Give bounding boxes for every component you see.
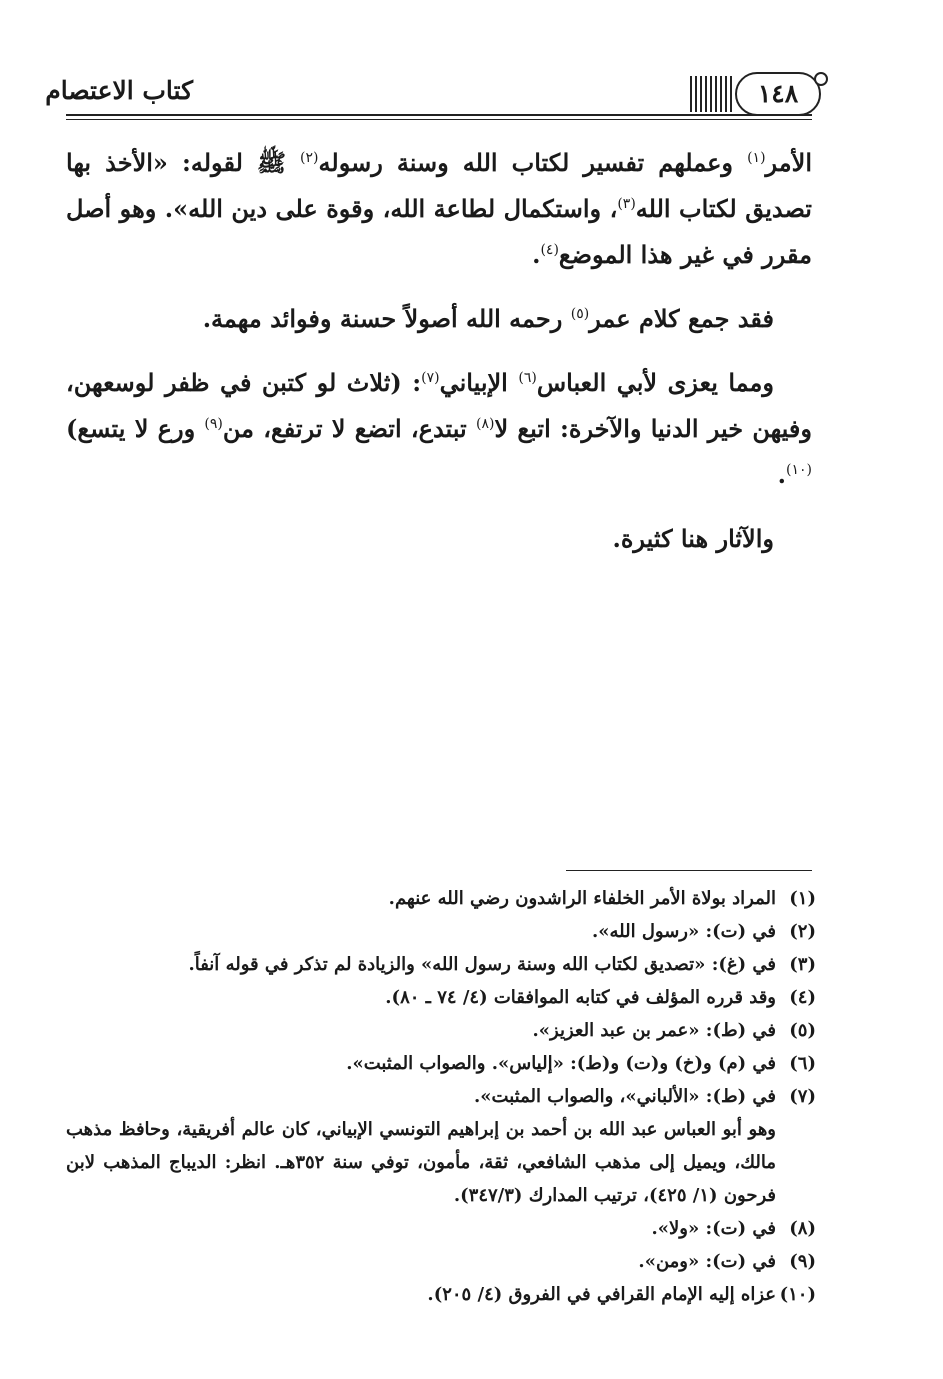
header-rule-thin [66, 119, 812, 120]
footnote-ref-3[interactable]: (٣) [617, 196, 636, 212]
footnote-9 [66, 1245, 816, 1278]
footnote-ref-6[interactable]: (٦) [518, 370, 537, 386]
running-head-title: كتاب الاعتصام [45, 76, 193, 105]
footnote-number: (٦) [789, 1053, 816, 1074]
footnote-text: في (ط): «عمر بن عبد العزيز». [532, 1020, 776, 1041]
footnote-text: في (غ): «تصديق لكتاب الله وسنة رسول الله» والزيادة لم تذكر في قوله آنفاً. [188, 954, 776, 975]
footnote-text: في (ت): «ومن». [638, 1251, 776, 1272]
footnote-number: (٨) [789, 1218, 816, 1239]
footnote-4 [66, 981, 816, 1014]
text-span: ورع لا يتسع) [66, 414, 205, 443]
text-span: تبتدع، اتضع لا ترتفع، من [222, 414, 476, 443]
footnote-ref-2[interactable]: (٢) [300, 150, 319, 166]
footnote-number: (١) [789, 888, 816, 909]
footnote-ref-5[interactable]: (٥) [570, 306, 590, 322]
footnote-text: في (ت): «ولا». [651, 1218, 776, 1239]
footnote-ref-7[interactable]: (٧) [421, 370, 440, 386]
text-span: رحمه الله أصولاً حسنة وفوائد مهمة. [202, 304, 571, 333]
header-rule [66, 114, 812, 116]
footnote-7-continuation: وهو أبو العباس عبد الله بن أحمد بن إبراهيم التونسي الإبياني، كان عالم أفريقية، وحافظ مذهب مالك، ويميل إلى مذهب الشافعي، ثقة، مأمون، توفي سنة ٣٥٢هـ. انظر: الديباج المذهب لابن فرحون (١/ ٤٢٥)، ترتيب المدارك (٣٤٧/٣). [66, 1119, 776, 1206]
footnote-number: (٣) [789, 954, 816, 975]
page-number: ١٤٨ [735, 72, 821, 116]
footnote-text: المراد بولاة الأمر الخلفاء الراشدون رضي الله عنهم. [388, 888, 776, 909]
footnote-ref-8[interactable]: (٨) [475, 416, 495, 432]
footnotes [66, 882, 816, 1311]
page-number-ornament-dot [814, 72, 828, 86]
text-span: : (ثلاث لو كتبن في ظفر لوسعهن، وفيهن خير الدنيا والآخرة: اتبع لا [66, 368, 812, 443]
paragraph-3 [66, 360, 812, 498]
text-span: ﷺ لقوله: «الأخذ بها تصديق لكتاب الله [66, 148, 812, 223]
footnote-7 [66, 1080, 816, 1113]
footnote-number: (٤) [789, 987, 816, 1008]
main-text [66, 140, 812, 580]
paragraph-2 [66, 296, 812, 342]
footnote-number: (٧) [789, 1086, 816, 1107]
footnote-6 [66, 1047, 816, 1080]
footnote-text: عزاه إليه الإمام القرافي في الفروق (٤/ ٢٠٥). [427, 1284, 776, 1305]
footnote-separator [566, 870, 812, 871]
footnote-3 [66, 948, 816, 981]
footnote-1 [66, 882, 816, 915]
footnote-number: (٢) [789, 921, 816, 942]
footnote-10 [66, 1278, 816, 1311]
footnote-text: في (ت): «رسول الله». [591, 921, 776, 942]
footnote-5 [66, 1014, 816, 1047]
paragraph-1 [66, 140, 812, 278]
text-span: . [532, 240, 541, 269]
footnote-number: (١٠) [779, 1284, 816, 1305]
text-span: فقد جمع كلام عمر [589, 304, 774, 333]
footnote-ref-1[interactable]: (١) [747, 150, 766, 166]
footnote-ref-9[interactable]: (٩) [204, 416, 223, 432]
text-span: ، واستكمال لطاعة الله، وقوة على دين الله». وهو أصل مقرر في غير هذا الموضع [66, 194, 812, 269]
text-span: . [777, 460, 787, 489]
footnote-text: في (ط): «الألباني»، والصواب المثبت». [474, 1086, 776, 1107]
footnote-2 [66, 915, 816, 948]
footnote-ref-4[interactable]: (٤) [540, 242, 559, 258]
footnote-text: وقد قرره المؤلف في كتابه الموافقات (٤/ ٧٤ ـ ٨٠). [385, 987, 776, 1008]
text-span: وعملهم تفسير لكتاب الله وسنة رسوله [318, 148, 748, 177]
text-span: ومما يعزى لأبي العباس [536, 368, 775, 397]
footnote-text: في (م) و(خ) و(ت) و(ط): «إلياس». والصواب المثبت». [346, 1053, 776, 1074]
paragraph-4: والآثار هنا كثيرة. [612, 524, 774, 553]
footnote-ref-10[interactable]: (١٠) [786, 462, 812, 478]
text-span: الأمر [765, 148, 812, 177]
footnote-number: (٥) [789, 1020, 816, 1041]
header-ornament [690, 76, 734, 112]
footnote-number: (٩) [789, 1251, 816, 1272]
footnote-8 [66, 1212, 816, 1245]
text-span: الإبياني [439, 368, 519, 397]
